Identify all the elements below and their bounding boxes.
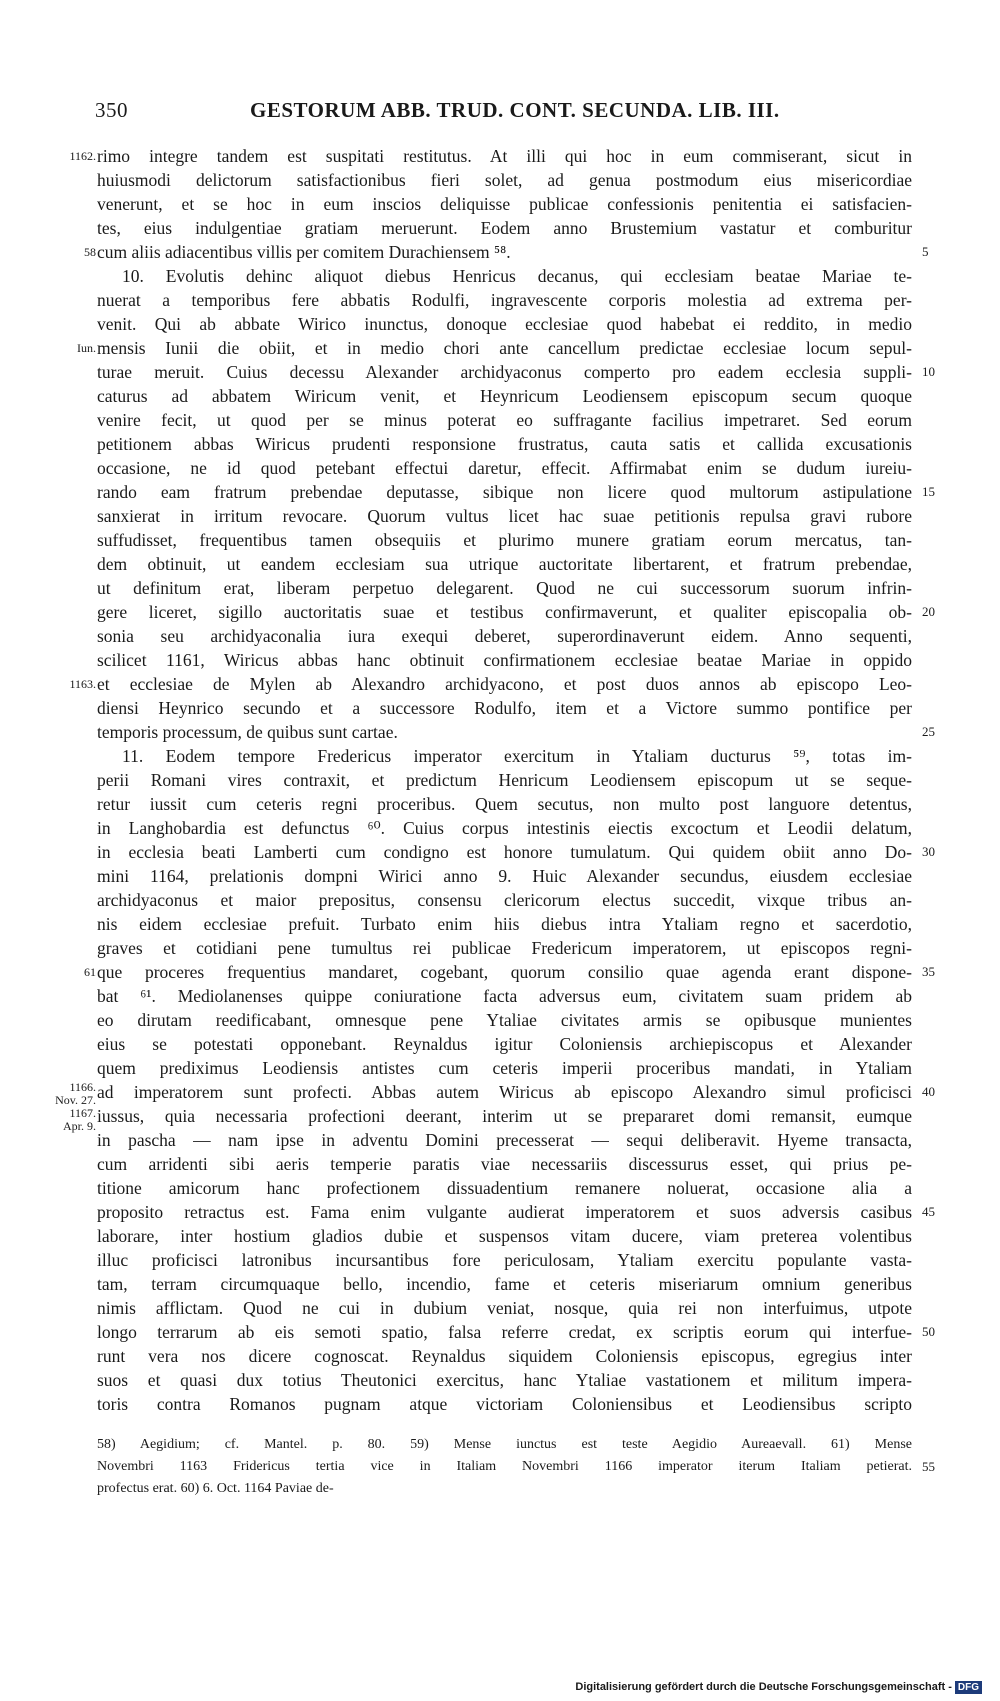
footnote-line: profectus erat. 60) 6. Oct. 1164 Paviae de-: [97, 1481, 334, 1496]
text-line: gere liceret, sigillo auctoritatis suae et testibus confirmaverunt, et qualiter episcopalia ob-: [97, 602, 912, 622]
footnote-line: 58) Aegidium; cf. Mantel. p. 80. 59) Mense iunctus est teste Aegidio Aureaevall. 61) Mense: [97, 1437, 912, 1452]
text-line: retur iussit cum ceteris regni proceribus. Quem secutus, non multo post languore detentus,: [97, 794, 912, 814]
text-line: graves et cotidiani pene tumultus rei publicae Fredericum imperatorem, ut episcopos regni-: [97, 938, 912, 958]
text-line: temporis processum, de quibus sunt cartae.: [97, 722, 398, 742]
line-number: 5: [922, 244, 929, 259]
text-line: venire fecit, ut quod per se minus poterat eo suffragante facilius impetraret. Sed eorum: [97, 410, 912, 430]
margin-year: 1167.: [69, 1106, 96, 1120]
running-title: GESTORUM ABB. TRUD. CONT. SECUNDA. LIB. III.: [250, 98, 780, 122]
text-line: longo terrarum ab eis semoti spatio, falsa referre credat, ex scriptis eorum qui interfue-: [97, 1322, 912, 1342]
text-line: ut definitum erat, liberam perpetuo delegarent. Quod ne cui successorum suorum infrin-: [97, 578, 912, 598]
text-line: proposito retractus est. Fama enim vulgante audierat imperatorem et suos adversis casibus: [97, 1202, 912, 1222]
margin-year: 1162.: [69, 149, 96, 163]
text-line: et ecclesiae de Mylen ab Alexandro archidyacono, et post duos annos ab episcopo Leo-: [97, 674, 912, 694]
dfg-logo: DFG: [955, 1681, 982, 1694]
line-number: 10: [922, 364, 935, 379]
text-line: rimo integre tandem est suspitati restitutus. At illi qui hoc in eum commiserant, sicut in: [97, 146, 912, 166]
text-line: nuerat a temporibus fere abbatis Rodulfi, ingravescente corporis molestia ad extrema per-: [97, 290, 912, 310]
text-line: mensis Iunii die obiit, et in medio chori ante cancellum predictae ecclesiae locum sepul-: [97, 338, 912, 358]
text-line: mini 1164, prelationis dompni Wirici anno 9. Huic Alexander secundus, eiusdem ecclesiae: [97, 866, 912, 886]
margin-month: Iun.: [77, 341, 96, 355]
text-line: occasione, ne id quod petebant effectui daretur, effecit. Affirmabat enim se dudum iureiu-: [97, 458, 912, 478]
text-line: archidyaconus et maior prepositus, consensu clericorum electus succedit, vixque tribus an-: [97, 890, 912, 910]
running-header: [95, 98, 915, 128]
text-line: eius se potestati opponebant. Reynaldus igitur Coloniensis archiepiscopus et Alexander: [97, 1034, 912, 1054]
text-line: runt vera nos dicere cognoscat. Reynaldus siquidem Coloniensis episcopus, egregius inter: [97, 1346, 912, 1366]
text-line: suos et quasi dux totius Theutonici exercitus, hanc Ytaliae vastationem et militum impera-: [97, 1370, 912, 1390]
text-line: toris contra Romanos pugnam atque victoriam Coloniensibus et Leodiensibus scripto: [97, 1394, 912, 1414]
text-line: petitionem abbas Wiricus prudenti responsione frustratus, cauta satis et callida excusationis: [97, 434, 912, 454]
text-line: suffudisset, frequentibus tamen obsequiis et plurimo munere gratiam eorum mercatus, tan-: [97, 530, 912, 550]
text-line: iussus, quia necessaria profectioni deerant, interim ut se prepararet domi remansit, eumque: [97, 1106, 912, 1126]
footnote-line: Novembri 1163 Fridericus tertia vice in Italiam Novembri 1166 imperator iterum Italiam petierat.: [97, 1459, 912, 1474]
line-number: 15: [922, 484, 935, 499]
line-number: 20: [922, 604, 935, 619]
text-line: perii Romani vires contraxit, et predictum Henricum Leodiensem episcopum ut se seque-: [97, 770, 912, 790]
digitization-credit: [575, 1681, 982, 1694]
text-line: in ecclesia beati Lamberti cum condigno est honore tumulatum. Qui quidem obiit anno Do-: [97, 842, 912, 862]
text-line: illuc proficisci latronibus incursantibus fore periculosam, Ytaliam exercitu populante vasta-: [97, 1250, 912, 1270]
text-line: in pascha — nam ipse in adventu Domini precesserat — sequi deliberavit. Hyeme transacta,: [97, 1130, 912, 1150]
page-number: 350: [95, 98, 128, 122]
text-line: cum arridenti sibi aeris temperie paratis viae necessariis discessurus esset, qui prius pe-: [97, 1154, 912, 1174]
text-line: titione amicorum hanc profectionem dissuadentium remanere noluerat, occasione alia a: [97, 1178, 912, 1198]
line-number: 45: [922, 1204, 935, 1219]
text-line: venerunt, et se hoc in eum inscios deliquisse publicae confessionis penitentia ei satisfacien-: [97, 194, 912, 214]
text-line: nis eidem ecclesiae prefuit. Turbato enim hiis diebus intra Ytaliam regno et sacerdotio,: [97, 914, 912, 934]
text-line: tam, terram circumquaque bello, incendio, fame et ceteris miseriarum omnium generibus: [97, 1274, 912, 1294]
text-line: in Langhobardia est defunctus ⁶⁰. Cuius corpus intestinis eiectis excoctum et Leodii delatum,: [97, 818, 912, 838]
paragraph-start-line: 11. Eodem tempore Fredericus imperator exercitum in Ytaliam ducturus ⁵⁹, totas im-: [122, 746, 912, 766]
text-line: huiusmodi delictorum satisfactionibus fieri solet, ad genua postmodum eius misericordiae: [97, 170, 912, 190]
text-line: cum aliis adiacentibus villis per comitem Durachiensem ⁵⁸.: [97, 242, 511, 262]
margin-year: 1166.: [69, 1080, 96, 1094]
text-line: que proceres frequentius mandaret, cogebant, quorum consilio quae agenda erant dispone-: [97, 962, 912, 982]
text-line: diensi Heynrico secundo et a successore Rodulfo, item et a Victore summo pontifice per: [97, 698, 912, 718]
text-line: scilicet 1161, Wiricus abbas hanc obtinuit confirmationem ecclesiae beatae Mariae in oppido: [97, 650, 912, 670]
text-line: caturus ad abbatem Wiricum venit, et Heynricum Leodiensem episcopum secum quoque: [97, 386, 912, 406]
line-number: 30: [922, 844, 935, 859]
margin-date: Apr. 9.: [63, 1119, 96, 1133]
text-line: rando eam fratrum prebendae deputasse, sibique non licere quod multorum astipulatione: [97, 482, 912, 502]
text-line: quem prediximus Leodiensis antistes cum ceteris imperii proceribus mandati, in Ytaliam: [97, 1058, 912, 1078]
line-number: 35: [922, 964, 935, 979]
margin-footnote-ref: 58: [84, 245, 96, 259]
line-number: 50: [922, 1324, 935, 1339]
paragraph-start-line: 10. Evolutis dehinc aliquot diebus Henricus decanus, qui ecclesiam beatae Mariae te-: [122, 266, 912, 286]
text-line: nimis afflictam. Quod ne cui in dubium veniat, nosque, quia rei non interfuimus, utpote: [97, 1298, 912, 1318]
margin-footnote-ref: 61: [84, 965, 96, 979]
text-line: dem obtinuit, ut eandem ecclesiam sua utrique auctoritate libertarent, et fratrum prebendae,: [97, 554, 912, 574]
text-line: tes, eius indulgentiae gratiam meruerunt. Eodem anno Brustemium vastatur et comburitur: [97, 218, 912, 238]
line-number: 55: [922, 1459, 935, 1474]
credit-text: Digitalisierung gefördert durch die Deutsche Forschungsgemeinschaft -: [575, 1681, 952, 1693]
text-line: sanxierat in irritum revocare. Quorum vultus licet hac suae petitionis repulsa gravi rubore: [97, 506, 912, 526]
text-line: bat ⁶¹. Mediolanenses quippe coniuratione facta adversus eum, civitatem suam pridem ab: [97, 986, 912, 1006]
text-line: venit. Qui ab abbate Wirico inunctus, donoque ecclesiae quod habebat ei reddito, in medio: [97, 314, 912, 334]
text-line: ad imperatorem sunt profecti. Abbas autem Wiricus ab episcopo Alexandro simul proficisci: [97, 1082, 912, 1102]
text-line: eo dirutam reedificabant, omnesque pene Ytaliae civitates armis se opibusque munientes: [97, 1010, 912, 1030]
text-line: sonia seu archidyaconalia iura exequi deberet, superordinaverunt eidem. Anno sequenti,: [97, 626, 912, 646]
margin-year: 1163.: [69, 677, 96, 691]
line-number: 40: [922, 1084, 935, 1099]
text-line: turae meruit. Cuius decessu Alexander archidyaconus comperto pro eadem ecclesia suppli-: [97, 362, 912, 382]
margin-date: Nov. 27.: [55, 1093, 96, 1107]
text-line: laborare, inter hostium gladios dubie et suspensos vitam ducere, viam preterea volentibus: [97, 1226, 912, 1246]
line-number: 25: [922, 724, 935, 739]
